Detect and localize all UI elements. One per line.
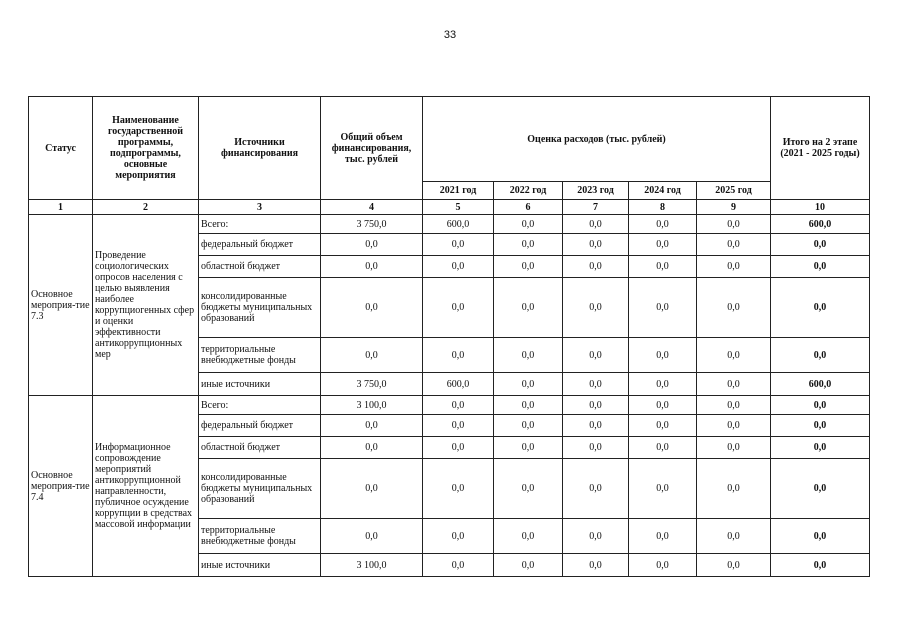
year-2024-cell: 0,0 <box>629 338 697 373</box>
year-2024-cell: 0,0 <box>629 373 697 396</box>
column-number: 2 <box>93 200 199 215</box>
budget-table <box>28 96 870 577</box>
stage-total-cell: 0,0 <box>771 338 870 373</box>
year-2023-cell: 0,0 <box>563 519 629 554</box>
year-2024-cell: 0,0 <box>629 415 697 437</box>
column-number: 8 <box>629 200 697 215</box>
stage-total-cell: 0,0 <box>771 396 870 415</box>
year-2022-cell: 0,0 <box>494 554 563 577</box>
year-2023-cell: 0,0 <box>563 554 629 577</box>
column-number: 4 <box>321 200 423 215</box>
year-2025-cell: 0,0 <box>697 554 771 577</box>
year-2025-cell: 0,0 <box>697 396 771 415</box>
header-year: 2023 год <box>563 182 629 200</box>
year-2023-cell: 0,0 <box>563 278 629 338</box>
year-2023-cell: 0,0 <box>563 459 629 519</box>
header-cost-estimate: Оценка расходов (тыс. рублей) <box>423 97 771 182</box>
year-2021-cell: 0,0 <box>423 256 494 278</box>
year-2021-cell: 0,0 <box>423 415 494 437</box>
status-cell: Основное мероприя-тие 7.4 <box>29 396 93 577</box>
year-2021-cell: 0,0 <box>423 459 494 519</box>
year-2024-cell: 0,0 <box>629 234 697 256</box>
year-2022-cell: 0,0 <box>494 415 563 437</box>
source-cell: Всего: <box>199 215 321 234</box>
year-2023-cell: 0,0 <box>563 338 629 373</box>
year-2024-cell: 0,0 <box>629 278 697 338</box>
total-cell: 0,0 <box>321 256 423 278</box>
year-2025-cell: 0,0 <box>697 415 771 437</box>
source-cell: территориальные внебюджетные фонды <box>199 338 321 373</box>
year-2022-cell: 0,0 <box>494 437 563 459</box>
source-cell: территориальные внебюджетные фонды <box>199 519 321 554</box>
year-2021-cell: 0,0 <box>423 519 494 554</box>
year-2024-cell: 0,0 <box>629 215 697 234</box>
source-cell: областной бюджет <box>199 256 321 278</box>
total-cell: 3 100,0 <box>321 554 423 577</box>
year-2022-cell: 0,0 <box>494 396 563 415</box>
year-2022-cell: 0,0 <box>494 278 563 338</box>
header-sources: Источники финансирования <box>199 97 321 200</box>
stage-total-cell: 0,0 <box>771 554 870 577</box>
header-year: 2021 год <box>423 182 494 200</box>
column-number: 3 <box>199 200 321 215</box>
stage-total-cell: 600,0 <box>771 215 870 234</box>
header-status: Статус <box>29 97 93 200</box>
year-2024-cell: 0,0 <box>629 459 697 519</box>
year-2021-cell: 600,0 <box>423 373 494 396</box>
year-2024-cell: 0,0 <box>629 437 697 459</box>
total-cell: 3 750,0 <box>321 215 423 234</box>
year-2021-cell: 600,0 <box>423 215 494 234</box>
year-2022-cell: 0,0 <box>494 338 563 373</box>
header-stage-total: Итого на 2 этапе (2021 - 2025 годы) <box>771 97 870 200</box>
total-cell: 0,0 <box>321 278 423 338</box>
year-2022-cell: 0,0 <box>494 256 563 278</box>
stage-total-cell: 0,0 <box>771 278 870 338</box>
status-cell: Основное мероприя-тие 7.3 <box>29 215 93 396</box>
year-2024-cell: 0,0 <box>629 396 697 415</box>
total-cell: 0,0 <box>321 459 423 519</box>
total-cell: 0,0 <box>321 519 423 554</box>
total-cell: 0,0 <box>321 234 423 256</box>
total-cell: 0,0 <box>321 338 423 373</box>
stage-total-cell: 0,0 <box>771 437 870 459</box>
stage-total-cell: 0,0 <box>771 519 870 554</box>
year-2022-cell: 0,0 <box>494 373 563 396</box>
year-2022-cell: 0,0 <box>494 215 563 234</box>
table-row <box>29 215 870 234</box>
stage-total-cell: 600,0 <box>771 373 870 396</box>
source-cell: федеральный бюджет <box>199 415 321 437</box>
total-cell: 3 750,0 <box>321 373 423 396</box>
table-body <box>29 215 870 577</box>
year-2025-cell: 0,0 <box>697 459 771 519</box>
year-2023-cell: 0,0 <box>563 437 629 459</box>
total-cell: 0,0 <box>321 415 423 437</box>
stage-total-cell: 0,0 <box>771 234 870 256</box>
year-2025-cell: 0,0 <box>697 373 771 396</box>
column-number: 1 <box>29 200 93 215</box>
header-total-volume: Общий объем финансирования, тыс. рублей <box>321 97 423 200</box>
column-number: 6 <box>494 200 563 215</box>
year-2025-cell: 0,0 <box>697 278 771 338</box>
year-2021-cell: 0,0 <box>423 396 494 415</box>
year-2022-cell: 0,0 <box>494 234 563 256</box>
header-year: 2024 год <box>629 182 697 200</box>
total-cell: 0,0 <box>321 437 423 459</box>
source-cell: областной бюджет <box>199 437 321 459</box>
page-number: 33 <box>443 29 457 41</box>
year-2025-cell: 0,0 <box>697 234 771 256</box>
year-2025-cell: 0,0 <box>697 256 771 278</box>
year-2022-cell: 0,0 <box>494 459 563 519</box>
source-cell: иные источники <box>199 373 321 396</box>
year-2025-cell: 0,0 <box>697 338 771 373</box>
header-year: 2025 год <box>697 182 771 200</box>
year-2023-cell: 0,0 <box>563 396 629 415</box>
year-2021-cell: 0,0 <box>423 338 494 373</box>
year-2021-cell: 0,0 <box>423 234 494 256</box>
column-number-row <box>29 200 870 215</box>
year-2023-cell: 0,0 <box>563 373 629 396</box>
source-cell: иные источники <box>199 554 321 577</box>
year-2021-cell: 0,0 <box>423 554 494 577</box>
source-cell: консолидированные бюджеты муниципальных образований <box>199 278 321 338</box>
table-row <box>29 396 870 415</box>
measure-name-cell: Проведение социологических опросов населения с целью выявления наиболее коррупциогенных сфер и оценки эффективности антикоррупционных мер <box>93 215 199 396</box>
source-cell: Всего: <box>199 396 321 415</box>
year-2021-cell: 0,0 <box>423 278 494 338</box>
year-2023-cell: 0,0 <box>563 415 629 437</box>
header-name: Наименование государственной программы, подпрограммы, основные мероприятия <box>93 97 199 200</box>
year-2022-cell: 0,0 <box>494 519 563 554</box>
source-cell: федеральный бюджет <box>199 234 321 256</box>
year-2024-cell: 0,0 <box>629 519 697 554</box>
measure-name-cell: Информационное сопровождение мероприятий антикоррупционной направленности, публичное осуждение коррупции в средствах массовой информации <box>93 396 199 577</box>
stage-total-cell: 0,0 <box>771 459 870 519</box>
header-year: 2022 год <box>494 182 563 200</box>
year-2021-cell: 0,0 <box>423 437 494 459</box>
stage-total-cell: 0,0 <box>771 256 870 278</box>
year-2025-cell: 0,0 <box>697 215 771 234</box>
source-cell: консолидированные бюджеты муниципальных образований <box>199 459 321 519</box>
year-2025-cell: 0,0 <box>697 437 771 459</box>
column-number: 5 <box>423 200 494 215</box>
year-2024-cell: 0,0 <box>629 256 697 278</box>
year-2025-cell: 0,0 <box>697 519 771 554</box>
total-cell: 3 100,0 <box>321 396 423 415</box>
column-number: 7 <box>563 200 629 215</box>
stage-total-cell: 0,0 <box>771 415 870 437</box>
year-2024-cell: 0,0 <box>629 554 697 577</box>
column-number: 9 <box>697 200 771 215</box>
year-2023-cell: 0,0 <box>563 256 629 278</box>
year-2023-cell: 0,0 <box>563 215 629 234</box>
year-2023-cell: 0,0 <box>563 234 629 256</box>
column-number: 10 <box>771 200 870 215</box>
